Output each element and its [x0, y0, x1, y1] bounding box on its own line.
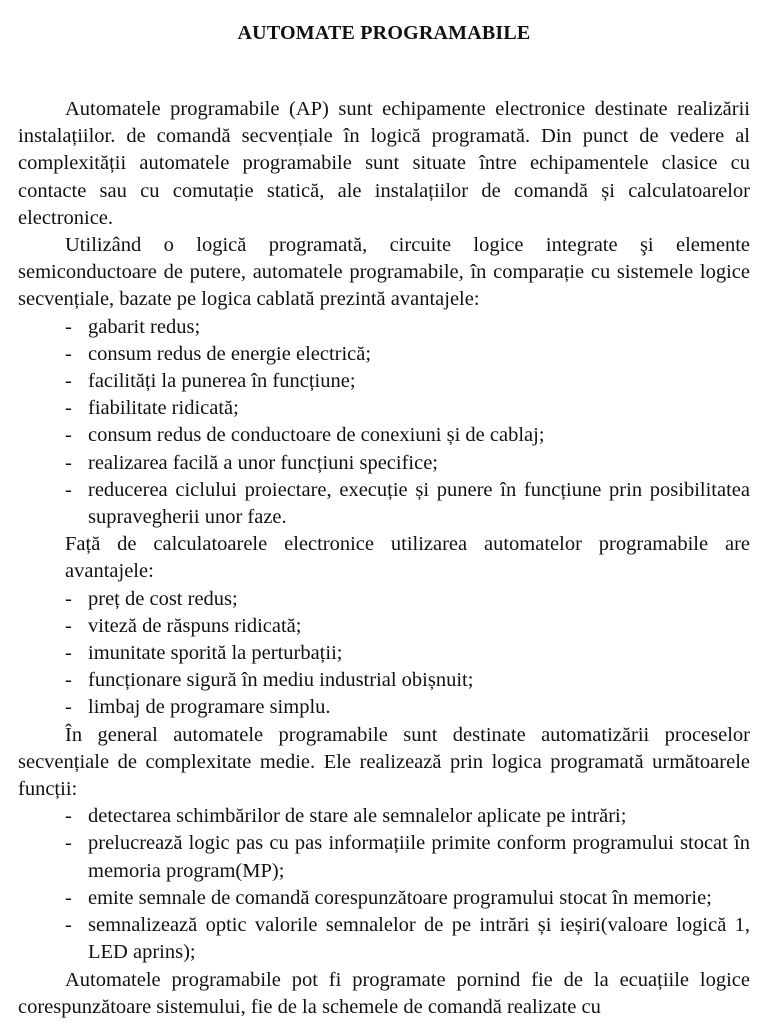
dash-bullet: -	[65, 315, 72, 338]
list-item	[65, 830, 750, 884]
list-item-text: facilități la punerea în funcțiune;	[88, 370, 356, 393]
document-body	[18, 96, 750, 1021]
list-item	[65, 667, 750, 694]
list-item	[65, 803, 750, 830]
list-item	[65, 422, 750, 449]
paragraph-programming: Automatele programabile pot fi programate pornind fie de la ecuațiile logice corespunzătoare sistemului, fie de la schemele de comandă realizate cu	[18, 968, 750, 1018]
paragraph-intro: Automatele programabile (AP) sunt echipamente electronice destinate realizării instalațiilor. de comandă secvențiale în logică programată. Din punct de vedere al complexității automatele programabile sunt situate între echipamentele clasice cu contacte sau cu comutație statică, ale instalațiilor de comandă și calculatoarelor electronice.	[18, 98, 750, 229]
list-item	[65, 885, 750, 912]
list-item-text: consum redus de conductoare de conexiuni și de cablaj;	[88, 424, 545, 447]
list-item	[65, 314, 750, 341]
page-title: AUTOMATE PROGRAMABILE	[237, 22, 531, 44]
computer-advantages-list	[18, 586, 750, 722]
advantages-list	[18, 314, 750, 532]
list-item	[65, 586, 750, 613]
list-item-text: consum redus de energie electrică;	[88, 342, 372, 365]
dash-bullet: -	[65, 642, 72, 665]
dash-bullet: -	[65, 914, 72, 937]
dash-bullet: -	[65, 587, 72, 610]
paragraph-functions-intro: În general automatele programabile sunt destinate automatizării proceselor secvențiale de complexitate medie. Ele realizează prin logica programată următoarele funcții:	[18, 723, 750, 801]
list-item-text: funcționare sigură în mediu industrial obișnuit;	[88, 669, 474, 692]
functions-list	[18, 803, 750, 966]
dash-bullet: -	[65, 669, 72, 692]
paragraph-advantages-intro: Utilizând o logică programată, circuite logice integrate şi elemente semiconductoare de putere, automatele programabile, în comparație cu sistemele logice secvențiale, bazate pe logica cablată prezintă avantajele:	[18, 234, 750, 311]
dash-bullet: -	[65, 696, 72, 719]
list-item	[65, 694, 750, 721]
dash-bullet: -	[65, 451, 72, 474]
list-item	[65, 477, 750, 531]
list-item	[65, 912, 750, 966]
dash-bullet: -	[65, 370, 72, 393]
dash-bullet: -	[65, 805, 72, 828]
list-item-text: prelucrează logic pas cu pas informațiile primite conform programului stocat în memoria program(MP);	[88, 832, 750, 882]
list-item	[65, 341, 750, 368]
dash-bullet: -	[65, 424, 72, 447]
dash-bullet: -	[65, 342, 72, 365]
list-item-text: fiabilitate ridicată;	[88, 397, 239, 420]
list-item-text: gabarit redus;	[88, 315, 201, 338]
list-item	[65, 368, 750, 395]
dash-bullet: -	[65, 886, 72, 909]
list-item-text: preț de cost redus;	[88, 587, 238, 610]
dash-bullet: -	[65, 614, 72, 637]
list-item-text: realizarea facilă a unor funcțiuni specifice;	[88, 451, 439, 474]
list-item-text: detectarea schimbărilor de stare ale semnalelor aplicate pe intrări;	[88, 805, 627, 828]
list-item-text: reducerea ciclului proiectare, execuție și punere în funcțiune prin posibilitatea supravegherii unor faze.	[88, 478, 750, 529]
dash-bullet: -	[65, 832, 72, 855]
list-item	[65, 640, 750, 667]
list-item-text: viteză de răspuns ridicată;	[88, 614, 302, 637]
paragraph-computer-comparison: Față de calculatoarele electronice utilizarea automatelor programabile are avantajele:	[65, 533, 750, 583]
list-item-text: emite semnale de comandă corespunzătoare programului stocat în memorie;	[88, 886, 712, 909]
dash-bullet: -	[65, 478, 72, 501]
list-item-text: semnalizează optic valorile semnalelor de pe intrări și ieșiri(valoare logică 1, LED aprins);	[88, 914, 750, 964]
list-item	[65, 450, 750, 477]
list-item-text: limbaj de programare simplu.	[88, 696, 331, 719]
list-item	[65, 395, 750, 422]
list-item	[65, 613, 750, 640]
list-item-text: imunitate sporită la perturbații;	[88, 642, 343, 665]
dash-bullet: -	[65, 397, 72, 420]
